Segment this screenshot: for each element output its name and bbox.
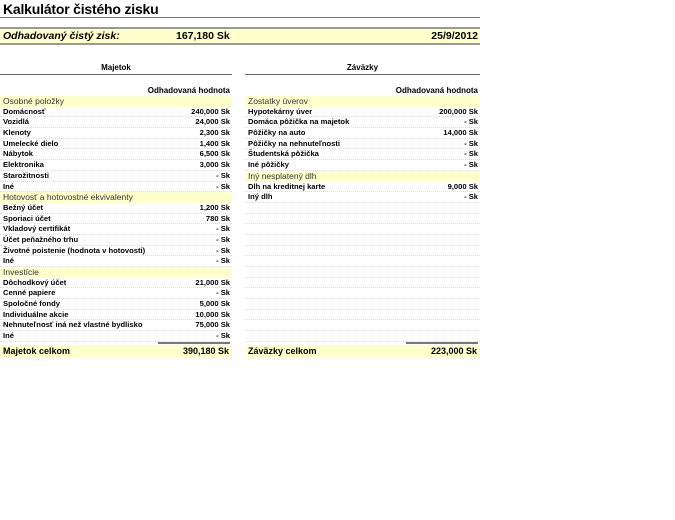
row-label: Osobné položky [3, 96, 64, 106]
row-amount[interactable]: 75,000 Sk [195, 320, 230, 330]
liabilities-value-header: Odhadovaná hodnota [395, 86, 478, 95]
table-row[interactable] [245, 160, 480, 171]
liabilities-column [245, 62, 480, 357]
row-amount[interactable]: 5,000 Sk [199, 299, 230, 309]
row-label: Dôchodkový účet [3, 277, 67, 287]
row-label: Hypotekárny úver [248, 106, 313, 116]
assets-column [0, 62, 232, 357]
table-row[interactable] [0, 160, 232, 171]
row-label: Iný nesplatený dlh [248, 170, 317, 181]
row-label: Spoločné fondy [3, 299, 60, 309]
row-label: Cenné papiere [3, 288, 56, 298]
row-label: Iné [3, 331, 14, 341]
table-row[interactable] [0, 149, 232, 160]
row-label: Bežný účet [3, 202, 44, 212]
row-amount[interactable]: 240,000 Sk [191, 106, 230, 116]
row-amount[interactable]: - Sk [216, 181, 230, 191]
row-amount[interactable]: - Sk [464, 192, 478, 202]
liabilities-total-label: Záväzky celkom [248, 345, 317, 356]
table-row[interactable] [245, 149, 480, 160]
table-row[interactable] [245, 128, 480, 139]
row-label: Domáca pôžička na majetok [248, 117, 350, 127]
section-header [245, 96, 480, 107]
row-label: Pôžičky na auto [248, 128, 306, 138]
table-row[interactable] [245, 256, 480, 267]
row-amount[interactable]: 10,000 Sk [195, 309, 230, 319]
row-label: Elektronika [3, 160, 44, 170]
table-row[interactable] [0, 299, 232, 310]
table-row[interactable] [245, 107, 480, 118]
row-label: Pôžičky na nehnuteľnosti [248, 138, 340, 148]
total-rule [158, 342, 230, 344]
row-amount[interactable]: 21,000 Sk [195, 277, 230, 287]
row-amount[interactable]: 14,000 Sk [443, 128, 478, 138]
liabilities-heading: Záväzky [245, 62, 480, 75]
row-label: Individuálne akcie [3, 309, 69, 319]
table-row[interactable] [0, 171, 232, 182]
row-amount[interactable]: - Sk [464, 138, 478, 148]
table-row[interactable] [245, 288, 480, 299]
row-amount[interactable]: - Sk [216, 331, 230, 341]
table-row[interactable] [0, 331, 232, 342]
row-label: Vozidlá [3, 117, 30, 127]
row-label: Životné poistenie (hodnota v hotovosti) [3, 245, 146, 255]
row-amount[interactable]: - Sk [216, 288, 230, 298]
row-amount[interactable]: 24,000 Sk [195, 117, 230, 127]
table-row[interactable] [245, 192, 480, 203]
table-row[interactable] [0, 107, 232, 118]
row-label: Nehnuteľnosť iná než vlastné bydlisko [3, 320, 143, 330]
table-row[interactable] [245, 235, 480, 246]
table-row[interactable] [245, 224, 480, 235]
row-amount[interactable]: - Sk [216, 224, 230, 234]
row-amount[interactable]: - Sk [216, 256, 230, 266]
row-amount[interactable]: 9,000 Sk [447, 181, 478, 191]
assets-total [0, 345, 232, 357]
row-amount[interactable]: - Sk [464, 117, 478, 127]
net-worth-label: Odhadovaný čistý zisk: [3, 30, 120, 42]
net-worth-summary [0, 27, 480, 45]
table-row[interactable] [0, 246, 232, 257]
row-label: Študentská pôžička [248, 149, 319, 159]
row-amount[interactable]: 2,300 Sk [199, 128, 230, 138]
assets-total-label: Majetok celkom [3, 345, 71, 356]
table-row[interactable] [245, 139, 480, 150]
row-label: Hotovosť a hotovostné ekvivalenty [3, 192, 133, 203]
table-row[interactable] [245, 182, 480, 193]
row-amount[interactable]: - Sk [216, 170, 230, 180]
row-amount[interactable]: - Sk [216, 245, 230, 255]
table-row[interactable] [0, 224, 232, 235]
table-row[interactable] [245, 320, 480, 331]
liabilities-rows [245, 96, 480, 342]
assets-value-header: Odhadovaná hodnota [147, 86, 230, 95]
summary-date: 25/9/2012 [431, 30, 478, 42]
assets-total-value: 390,180 Sk [182, 345, 229, 356]
row-label: Účet peňažného trhu [3, 234, 79, 244]
row-amount[interactable]: 1,200 Sk [199, 202, 230, 212]
section-header [0, 192, 232, 203]
table-row[interactable] [245, 299, 480, 310]
row-label: Nábytok [3, 149, 33, 159]
net-worth-value: 167,180 Sk [176, 30, 230, 42]
title-divider [0, 17, 480, 18]
row-label: Vkladový certifikát [3, 224, 71, 234]
table-row[interactable] [0, 235, 232, 246]
table-row[interactable] [0, 310, 232, 321]
liabilities-total [245, 345, 480, 357]
row-label: Investície [3, 267, 39, 277]
row-amount[interactable]: - Sk [464, 160, 478, 170]
table-row[interactable] [0, 278, 232, 289]
table-row[interactable] [245, 117, 480, 128]
row-amount[interactable]: 3,000 Sk [199, 160, 230, 170]
section-header [0, 96, 232, 107]
table-row[interactable] [245, 310, 480, 321]
row-amount[interactable]: - Sk [464, 149, 478, 159]
page-title: Kalkulátor čistého zisku [3, 1, 159, 17]
table-row[interactable] [0, 117, 232, 128]
row-label: Zostatky úverov [248, 96, 308, 106]
total-rule [406, 342, 478, 344]
table-row[interactable] [245, 214, 480, 225]
table-row[interactable] [0, 288, 232, 299]
row-amount[interactable]: 1,400 Sk [199, 138, 230, 148]
table-row[interactable] [245, 278, 480, 289]
table-row[interactable] [245, 267, 480, 278]
row-amount[interactable]: 780 Sk [205, 213, 230, 223]
table-row[interactable] [0, 256, 232, 267]
row-label: Iný dlh [248, 192, 273, 202]
row-label: Sporiaci účet [3, 213, 51, 223]
table-row[interactable] [0, 320, 232, 331]
table-row[interactable] [245, 331, 480, 342]
row-label: Klenoty [3, 128, 31, 138]
section-header [0, 267, 232, 278]
table-row[interactable] [0, 182, 232, 193]
row-amount[interactable]: 6,500 Sk [199, 149, 230, 159]
row-label: Iné [3, 256, 14, 266]
row-label: Starožitnosti [3, 170, 49, 180]
table-row[interactable] [0, 128, 232, 139]
row-amount[interactable]: 200,000 Sk [439, 106, 478, 116]
row-label: Iné pôžičky [248, 160, 289, 170]
table-row[interactable] [0, 139, 232, 150]
table-row[interactable] [245, 203, 480, 214]
liabilities-total-value: 223,000 Sk [430, 345, 477, 356]
table-row[interactable] [245, 246, 480, 257]
assets-heading: Majetok [0, 62, 232, 75]
assets-rows [0, 96, 232, 342]
row-amount[interactable]: - Sk [216, 234, 230, 244]
table-row[interactable] [0, 214, 232, 225]
row-label: Iné [3, 181, 14, 191]
section-header [245, 171, 480, 182]
row-label: Dlh na kreditnej karte [248, 181, 326, 191]
row-label: Umelecké dielo [3, 138, 59, 148]
table-row[interactable] [0, 203, 232, 214]
row-label: Domácnosť [3, 106, 46, 116]
